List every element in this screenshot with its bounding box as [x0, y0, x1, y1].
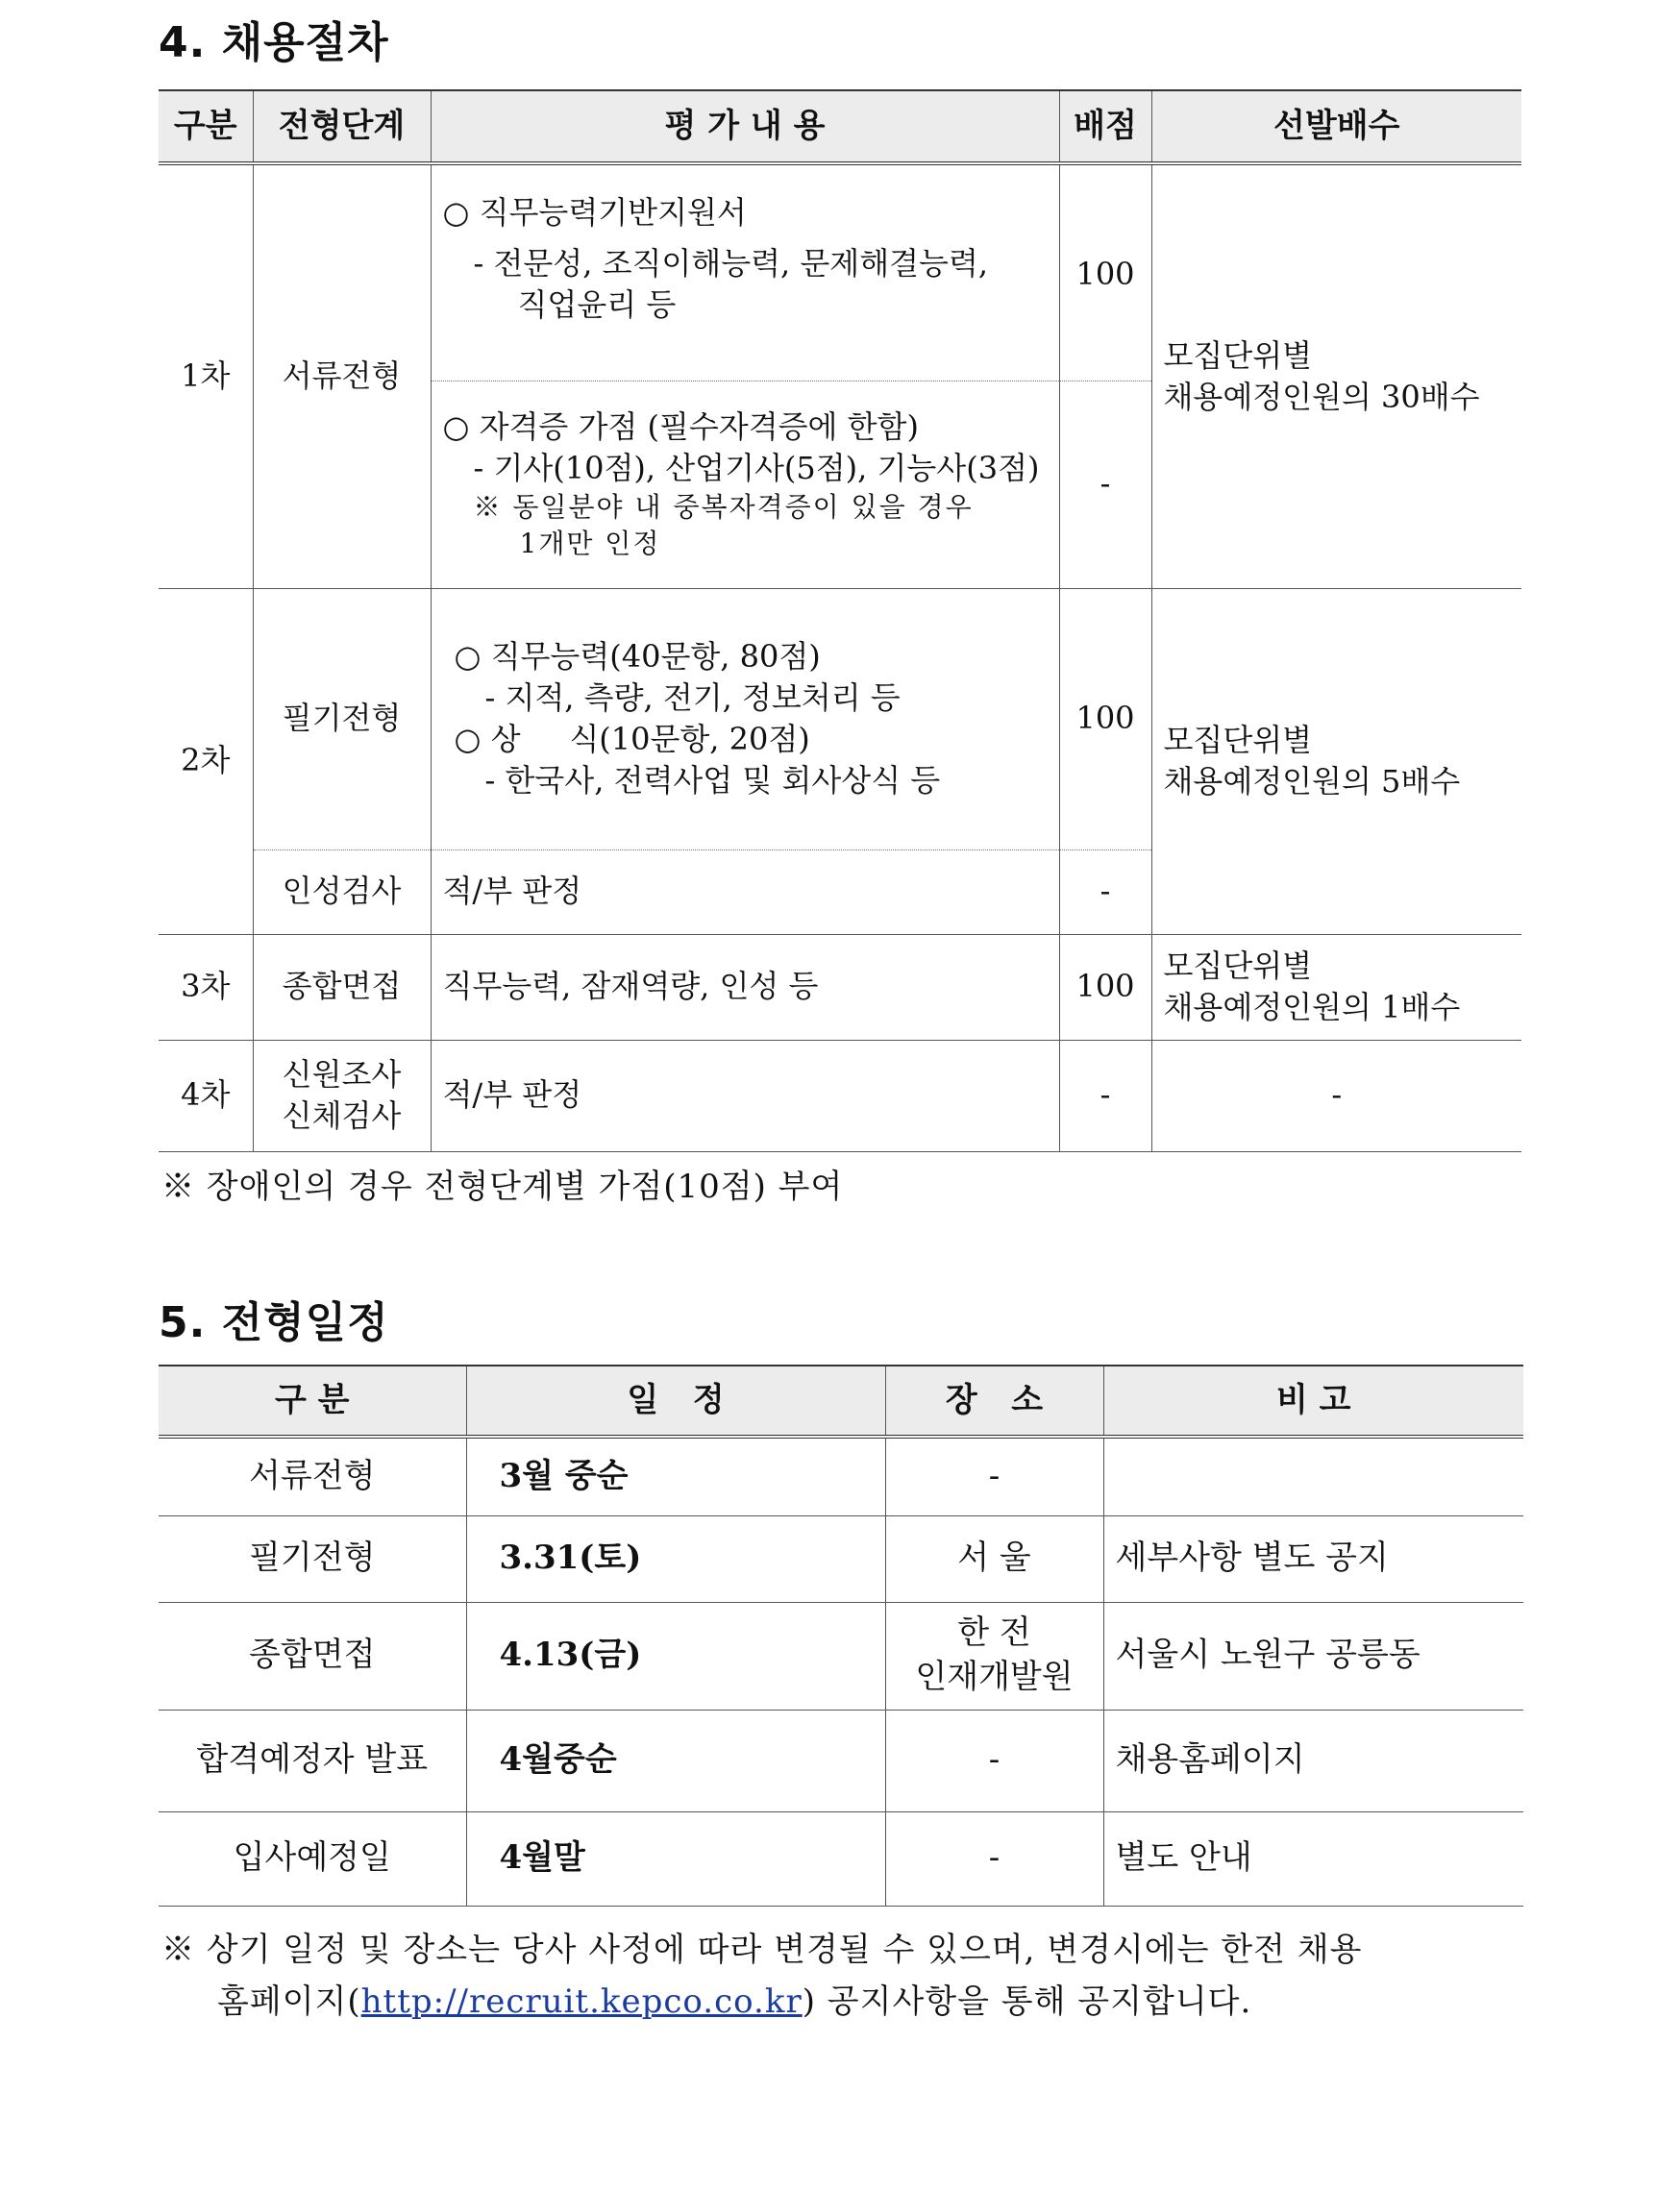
schedule-remark: 별도 안내: [1103, 1811, 1523, 1906]
stage-number: 3차: [159, 934, 253, 1040]
section-title-schedule: 5. 전형일정: [159, 1298, 389, 1347]
stage-number: 1차: [159, 163, 253, 588]
disability-note: ※ 장애인의 경우 전형단계별 가점(10점) 부여: [161, 1168, 844, 1206]
score-value: -: [1059, 1040, 1151, 1151]
eval-line: - 한국사, 전력사업 및 회사상식 등: [484, 762, 941, 800]
schedule-place: -: [885, 1811, 1103, 1906]
table-row: [159, 934, 1521, 1040]
table-row: [159, 1602, 1523, 1710]
section-title-recruitment-process: 4. 채용절차: [159, 18, 389, 67]
selection-line: 모집단위별: [1163, 721, 1313, 758]
table-row: [159, 163, 1521, 381]
evaluation-content: [431, 163, 1059, 381]
header-stage: 전형단계: [253, 90, 431, 163]
schedule-place: 서 울: [885, 1515, 1103, 1602]
table-row: [159, 1515, 1523, 1602]
schedule-remark: 채용홈페이지: [1103, 1710, 1523, 1811]
schedule-category: 합격예정자 발표: [159, 1710, 466, 1811]
header-remark: 비 고: [1103, 1366, 1523, 1437]
stage-name: 필기전형: [253, 588, 431, 849]
stage-number: 4차: [159, 1040, 253, 1151]
selection-ratio: [1151, 588, 1521, 934]
note-line: ※ 상기 일정 및 장소는 당사 사정에 따라 변경될 수 있으며, 변경시에는 한전 채용: [161, 1931, 1363, 1969]
schedule-category: 입사예정일: [159, 1811, 466, 1906]
stage-line: 신원조사: [282, 1055, 402, 1093]
stage-name: 인성검사: [253, 849, 431, 934]
header-evaluation: 평 가 내 용: [431, 90, 1059, 163]
evaluation-content: 적/부 판정: [431, 1040, 1059, 1151]
selection-ratio: [1151, 163, 1521, 588]
place-line: 한 전: [957, 1613, 1031, 1653]
score-value: 100: [1059, 163, 1151, 381]
header-category: 구 분: [159, 1366, 466, 1437]
schedule-date: 4월말: [466, 1811, 885, 1906]
schedule-date: 4월중순: [466, 1710, 885, 1811]
note-suffix: ) 공지사항을 통해 공지합니다.: [802, 1982, 1252, 2022]
score-value: -: [1059, 381, 1151, 588]
score-value: -: [1059, 849, 1151, 934]
schedule-category: 필기전형: [159, 1515, 466, 1602]
score-value: 100: [1059, 588, 1151, 849]
header-category: 구분: [159, 90, 253, 163]
table-row: [159, 1710, 1523, 1811]
eval-line: ○ 자격증 가점 (필수자격증에 한함): [442, 408, 919, 446]
recruit-homepage-link[interactable]: http://recruit.kepco.co.kr: [360, 1982, 803, 2022]
table-row: [159, 1811, 1523, 1906]
selection-ratio: -: [1151, 1040, 1521, 1151]
evaluation-content: 적/부 판정: [431, 849, 1059, 934]
table-header-row: [159, 90, 1521, 163]
eval-line: ○ 직무능력(40문항, 80점): [454, 637, 821, 675]
selection-line: 모집단위별: [1163, 336, 1313, 374]
note-line: [161, 1976, 1362, 2028]
evaluation-content: [431, 588, 1059, 849]
stage-name: 종합면접: [253, 934, 431, 1040]
schedule-date: 4.13(금): [466, 1602, 885, 1710]
schedule-date: 3월 중순: [466, 1437, 885, 1515]
schedule-place: -: [885, 1710, 1103, 1811]
table-header-row: [159, 1366, 1523, 1437]
stage-line: 신체검사: [282, 1097, 402, 1134]
selection-line: 모집단위별: [1163, 947, 1313, 984]
selection-line: 채용예정인원의 1배수: [1163, 989, 1461, 1025]
eval-line: ○ 상 식(10문항, 20점): [454, 721, 810, 757]
eval-line: ○ 직무능력기반지원서: [442, 194, 747, 231]
schedule-place: [885, 1602, 1103, 1710]
header-place: 장 소: [885, 1366, 1103, 1437]
table-row: [159, 588, 1521, 849]
eval-line: - 지적, 측량, 전기, 정보처리 등: [484, 678, 901, 716]
stage-name: [253, 1040, 431, 1151]
schedule-category: 종합면접: [159, 1602, 466, 1710]
evaluation-content: [431, 381, 1059, 588]
schedule-remark: [1103, 1437, 1523, 1515]
header-score: 배점: [1059, 90, 1151, 163]
selection-line: 채용예정인원의 30배수: [1163, 378, 1480, 415]
evaluation-content: 직무능력, 잠재역량, 인성 등: [431, 934, 1059, 1040]
note-prefix: 홈페이지(: [217, 1982, 361, 2022]
header-date: 일 정: [466, 1366, 885, 1437]
schedule-remark: 서울시 노원구 공릉동: [1103, 1602, 1523, 1710]
table-row: [159, 1437, 1523, 1515]
place-line: 인재개발원: [915, 1658, 1074, 1696]
stage-name: 서류전형: [253, 163, 431, 588]
schedule-date: 3.31(토): [466, 1515, 885, 1602]
schedule-remark: 세부사항 별도 공지: [1103, 1515, 1523, 1602]
header-selection-ratio: 선발배수: [1151, 90, 1521, 163]
eval-line: 직업윤리 등: [517, 286, 677, 324]
eval-line: 1개만 인정: [519, 528, 661, 560]
stage-number: 2차: [159, 588, 253, 934]
eval-line: - 기사(10점), 산업기사(5점), 기능사(3점): [473, 450, 1040, 487]
schedule-place: -: [885, 1437, 1103, 1515]
score-value: 100: [1059, 934, 1151, 1040]
schedule-category: 서류전형: [159, 1437, 466, 1515]
recruitment-process-table: [159, 89, 1521, 1152]
eval-line: ※ 동일분야 내 중복자격증이 있을 경우: [473, 491, 974, 524]
selection-line: 채용예정인원의 5배수: [1163, 763, 1461, 800]
eval-line: - 전문성, 조직이해능력, 문제해결능력,: [473, 245, 989, 283]
table-row: [159, 1040, 1521, 1151]
schedule-change-note: [161, 1924, 1362, 2029]
selection-ratio: [1151, 934, 1521, 1040]
schedule-table: [159, 1365, 1523, 1907]
